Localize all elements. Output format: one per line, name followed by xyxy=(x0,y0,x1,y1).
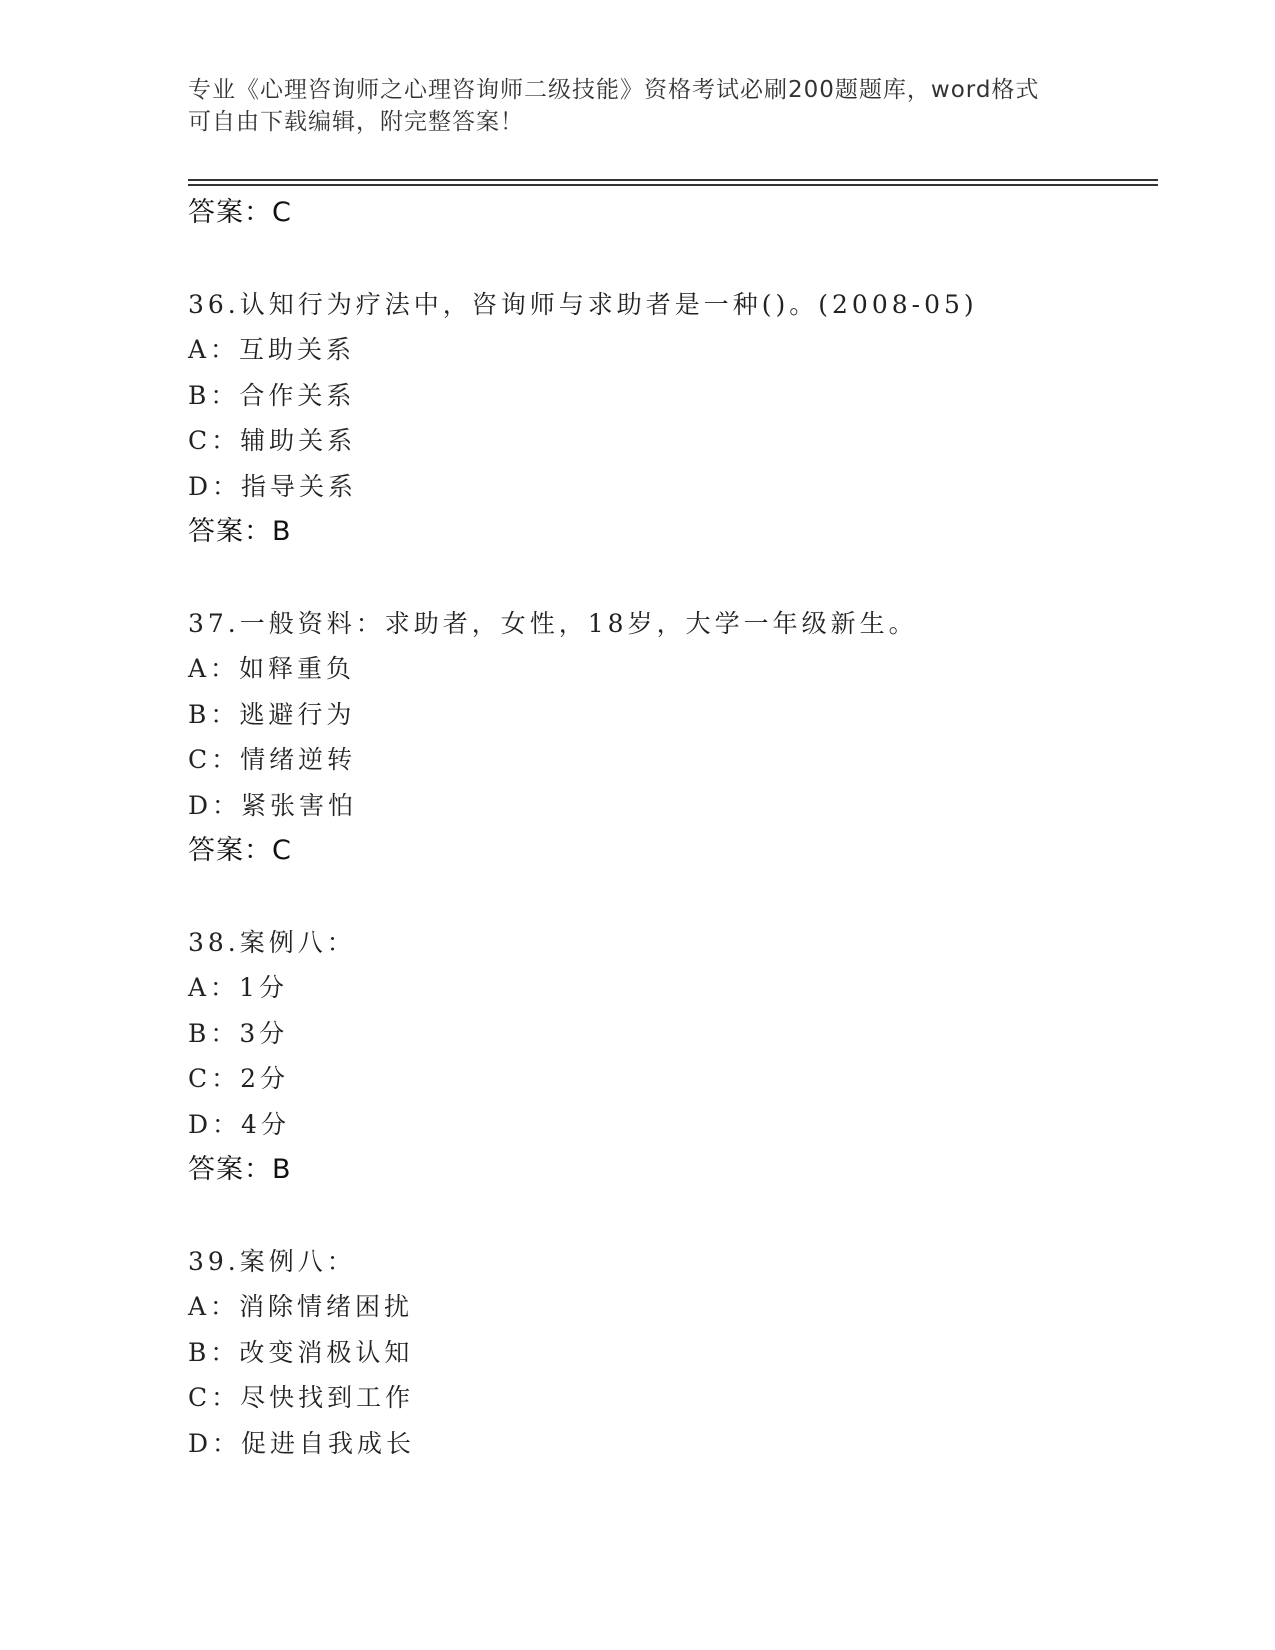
header-divider-top xyxy=(188,179,1158,181)
spacer xyxy=(188,555,1148,601)
question-36 xyxy=(188,282,1148,555)
question-stem: 36.认知行为疗法中，咨询师与求助者是一种()。(2008-05) xyxy=(188,289,978,319)
header-line-2: 可自由下载编辑，附完整答案！ xyxy=(188,109,524,135)
option-a: A：互助关系 xyxy=(188,335,356,364)
spacer xyxy=(188,1193,1148,1239)
option-b: B：逃避行为 xyxy=(188,699,356,729)
header-line-1: 专业《心理咨询师之心理咨询师二级技能》资格考试必刷200题题库，word格式 xyxy=(188,77,1040,103)
answer: 答案：B xyxy=(188,516,292,547)
spacer xyxy=(188,874,1148,920)
header-divider-bottom xyxy=(188,184,1158,186)
option-b: B：3分 xyxy=(188,1018,289,1048)
option-a: A：消除情绪困扰 xyxy=(188,1292,414,1321)
spacer xyxy=(188,236,1148,282)
option-b: B：改变消极认知 xyxy=(188,1337,414,1367)
option-a: A：如释重负 xyxy=(188,654,356,683)
question-list xyxy=(188,190,1148,1466)
option-b: B：合作关系 xyxy=(188,380,356,410)
answer: 答案：B xyxy=(188,1154,292,1185)
option-c: C：辅助关系 xyxy=(188,426,357,455)
option-d: D：紧张害怕 xyxy=(188,790,358,820)
option-c: C：2分 xyxy=(188,1064,290,1093)
option-d: D：促进自我成长 xyxy=(188,1428,416,1458)
answer: 答案：C xyxy=(188,835,292,866)
document-header xyxy=(188,74,1088,138)
question-stem: 37.一般资料：求助者，女性，18岁，大学一年级新生。 xyxy=(188,608,918,638)
option-c: C：情绪逆转 xyxy=(188,745,357,774)
question-39 xyxy=(188,1239,1148,1467)
question-38 xyxy=(188,920,1148,1193)
option-d: D：4分 xyxy=(188,1109,290,1139)
option-c: C：尽快找到工作 xyxy=(188,1383,415,1412)
option-d: D：指导关系 xyxy=(188,471,358,501)
question-37 xyxy=(188,601,1148,874)
question-stem: 39.案例八： xyxy=(188,1246,356,1276)
question-stem: 38.案例八： xyxy=(188,927,356,957)
previous-answer: 答案：C xyxy=(188,197,292,228)
option-a: A：1分 xyxy=(188,973,288,1002)
